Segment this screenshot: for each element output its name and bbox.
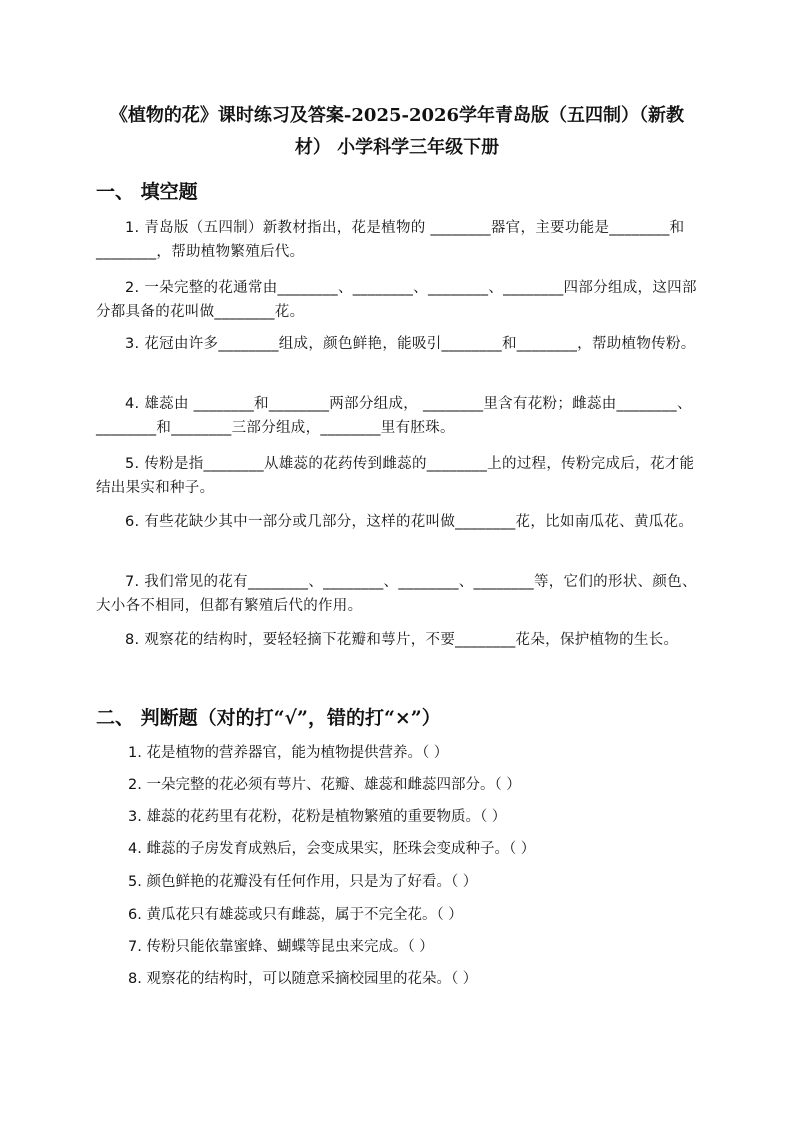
fill-blank-question-3: 3. 花冠由许多________组成，颜色鲜艳，能吸引________和________，帮助植物传粉。 [125,336,696,352]
true-false-question-7: 7. 传粉只能依靠蜜蜂、蝴蝶等昆虫来完成。（ ） [128,939,434,955]
true-false-question-2: 2. 一朵完整的花必须有萼片、花瓣、雄蕊和雌蕊四部分。（ ） [128,777,521,793]
fill-blank-question-7: 7. 我们常见的花有________、________、________、________等，它们的形状、颜色、大小各不相同，但都有繁殖后代的作用。 [96,574,697,614]
true-false-question-4: 4. 雌蕊的子房发育成熟后，会变成果实，胚珠会变成种子。（ ） [128,841,536,857]
section-heading-fill-blank: 一、 填空题 [96,181,198,203]
section-heading-true-false: 二、 判断题（对的打“√”，错的打“×”） [96,707,441,729]
true-false-question-5: 5. 颜色鲜艳的花瓣没有任何作用，只是为了好看。（ ） [128,874,478,890]
true-false-question-3: 3. 雄蕊的花药里有花粉，花粉是植物繁殖的重要物质。（ ） [128,809,507,825]
fill-blank-question-6: 6. 有些花缺少其中一部分或几部分，这样的花叫做________花，比如南瓜花、黄瓜花。 [125,514,694,530]
fill-blank-question-4: 4. 雄蕊由 ________和________两部分组成， ________里含有花粉；雌蕊由________、________和________三部分组成，________里有胚珠。 [96,396,692,436]
fill-blank-question-5: 5. 传粉是指________从雄蕊的花药传到雌蕊的________上的过程，传粉完成后，花才能结出果实和种子。 [96,456,695,496]
true-false-question-1: 1. 花是植物的营养器官，能为植物提供营养。（ ） [128,745,449,761]
fill-blank-question-2: 2. 一朵完整的花通常由________、________、________、________四部分组成，这四部分都具备的花叫做________花。 [96,280,697,320]
document-title: 《植物的花》课时练习及答案-2025-2026学年青岛版（五四制）（新教材） 小学科学三年级下册 [109,105,685,158]
true-false-question-6: 6. 黄瓜花只有雄蕊或只有雌蕊，属于不完全花。（ ） [128,907,463,923]
fill-blank-question-8: 8. 观察花的结构时，要轻轻摘下花瓣和萼片，不要________花朵，保护植物的生长。 [125,632,679,648]
true-false-question-8: 8. 观察花的结构时，可以随意采摘校园里的花朵。（ ） [128,971,478,987]
fill-blank-question-1: 1. 青岛版（五四制）新教材指出，花是植物的 ________器官，主要功能是________和________，帮助植物繁殖后代。 [96,220,685,260]
